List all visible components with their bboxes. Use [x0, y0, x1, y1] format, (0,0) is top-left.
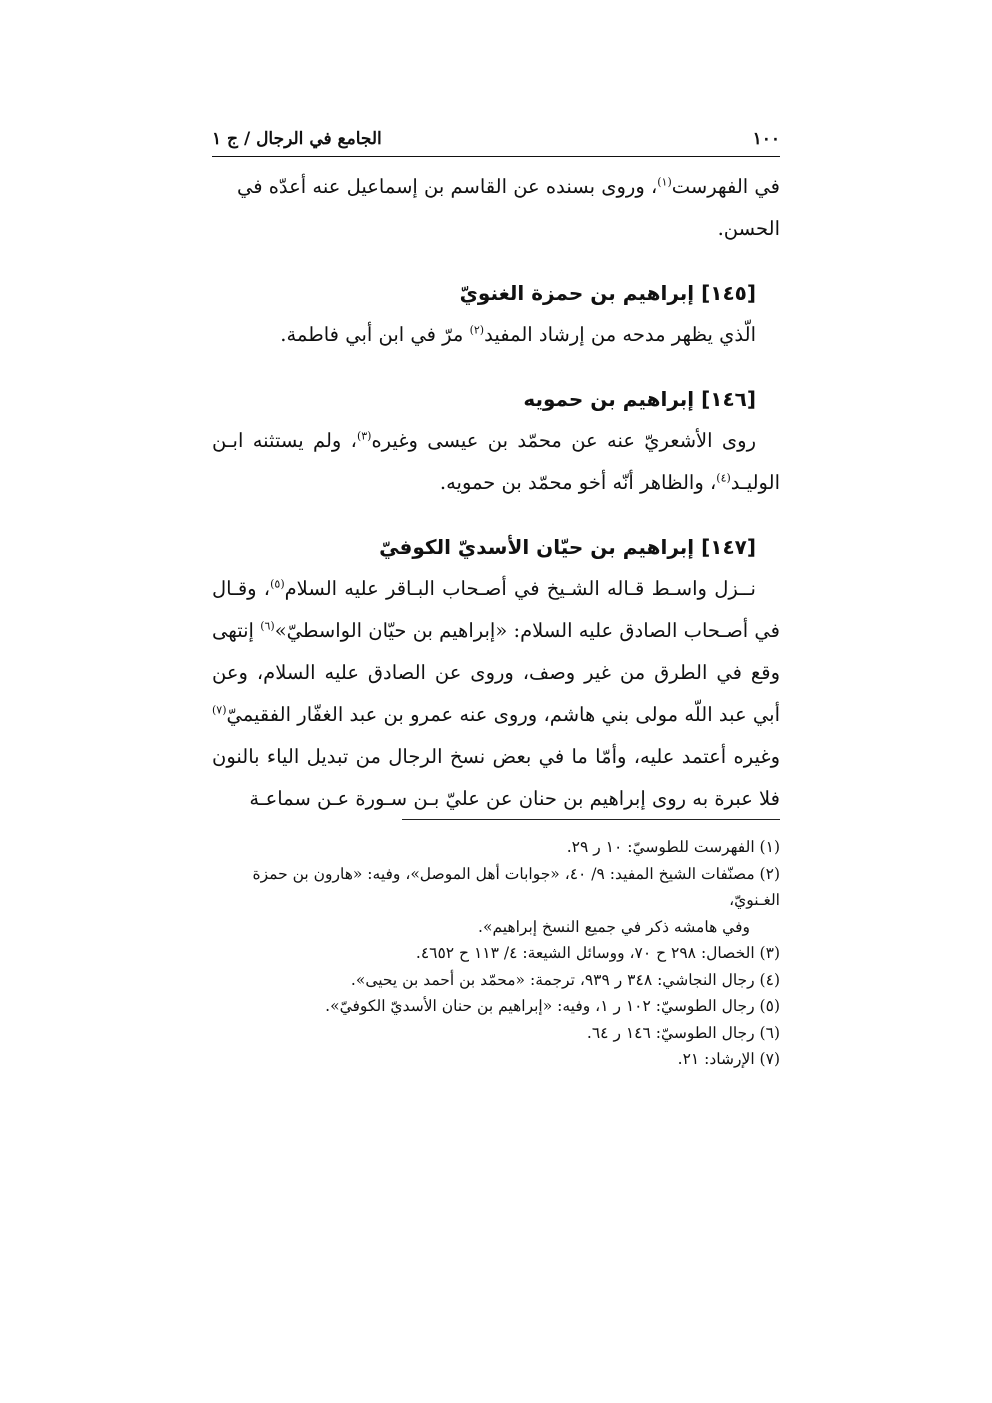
entry-text-145: الّذي يظهر مدحه من إرشاد المفيد$^{(٢)}$ مرّ في ابن أبي فاطمة. — [280, 323, 756, 346]
footnote-3: (٣) الخصال: ٢٩٨ ح ٧٠، ووسائل الشيعة: ٤/ ١١٣ ح ٤٦٥٢. — [415, 944, 780, 962]
footnote-6: (٦) رجال الطوسيّ: ١٤٦ ر ٦٤. — [586, 1023, 780, 1042]
footnote-divider — [402, 819, 780, 820]
entry-title-146: [١٤٦] إبراهيم بن حمويه — [523, 387, 756, 411]
continuation-paragraph: في الفهرست$^{(١)}$، وروى بسنده عن القاسم بن إسماعيل عنه أعدّه في الحسن. — [236, 175, 780, 240]
header-divider — [212, 156, 780, 157]
footnotes — [212, 834, 780, 1073]
entry-title-147: [١٤٧] إبراهيم بن حيّان الأسديّ الكوفيّ — [379, 535, 756, 559]
footnote-ref: (٤) — [716, 471, 731, 485]
footnote-ref: (٣) — [356, 429, 372, 443]
footnote-1: (١) الفهرست للطوسيّ: ١٠ ر ٢٩. — [566, 838, 780, 856]
footnote-ref: (٥) — [270, 577, 285, 591]
footnote-ref: (١) — [657, 175, 672, 189]
footnote-7: (٧) الإرشاد: ٢١. — [677, 1050, 780, 1068]
main-text — [212, 166, 780, 820]
running-header — [212, 124, 780, 154]
footnote-ref: (٧) — [212, 703, 227, 717]
footnote-4: (٤) رجال النجاشي: ٣٤٨ ر ٩٣٩، ترجمة: «محمّد بن أحمد بن يحيى». — [350, 970, 780, 989]
book-title: الجامع في الرجال / ج ١ — [212, 129, 382, 149]
footnote-ref: (٦) — [260, 619, 275, 633]
entry-title-145: [١٤٥] إبراهيم بن حمزة الغنويّ — [459, 281, 756, 305]
footnote-2-continuation: وفي هامشه ذكر في جميع النسخ إبراهيم». — [478, 917, 750, 936]
entry-text-147: نــزل واسـط قـاله الشـيخ في أصـحاب البـاقر عليه السلام$^{(٥)}$، وقـال في أصـحاب الصادق عليه السلام: «إبراهيم بن حيّان الواسطيّ»$^{(٦)}$ إنتهى وقع في الطرق من غير وصف، وروى عن الصادق عليه السلام، وعن أبي عبد اللّه مولى بني هاشم، وروى عنه عمرو بن عبد الغفّار الفقيميّ$^{(٧)}$ وغيره أعتمد عليه، وأمّا ما في بعض نسخ الرجال من تبديل الياء بالنون فلا عبرة به روى إبراهيم بن حنان عن عليّ بـن سـورة عـن سماعـة — [212, 577, 780, 810]
page-number: ١٠٠ — [752, 129, 780, 149]
entry-text-146: روى الأشعريّ عنه عن محمّد بن عيسى وغيره$^{(٣)}$، ولم يستثنه ابـن الوليـد$^{(٤)}$، والظاهر أنّه أخو محمّد بن حمويه. — [212, 429, 780, 494]
footnote-ref: (٢) — [469, 323, 485, 337]
footnote-5: (٥) رجال الطوسيّ: ١٠٢ ر ١، وفيه: «إبراهيم بن حنان الأسديّ الكوفيّ». — [325, 997, 780, 1015]
footnote-2: (٢) مصنّفات الشيخ المفيد: ٩/ ٤٠، «جوابات أهل الموصل»، وفيه: «هارون بن حمزة الغـنويّ، — [252, 864, 780, 909]
